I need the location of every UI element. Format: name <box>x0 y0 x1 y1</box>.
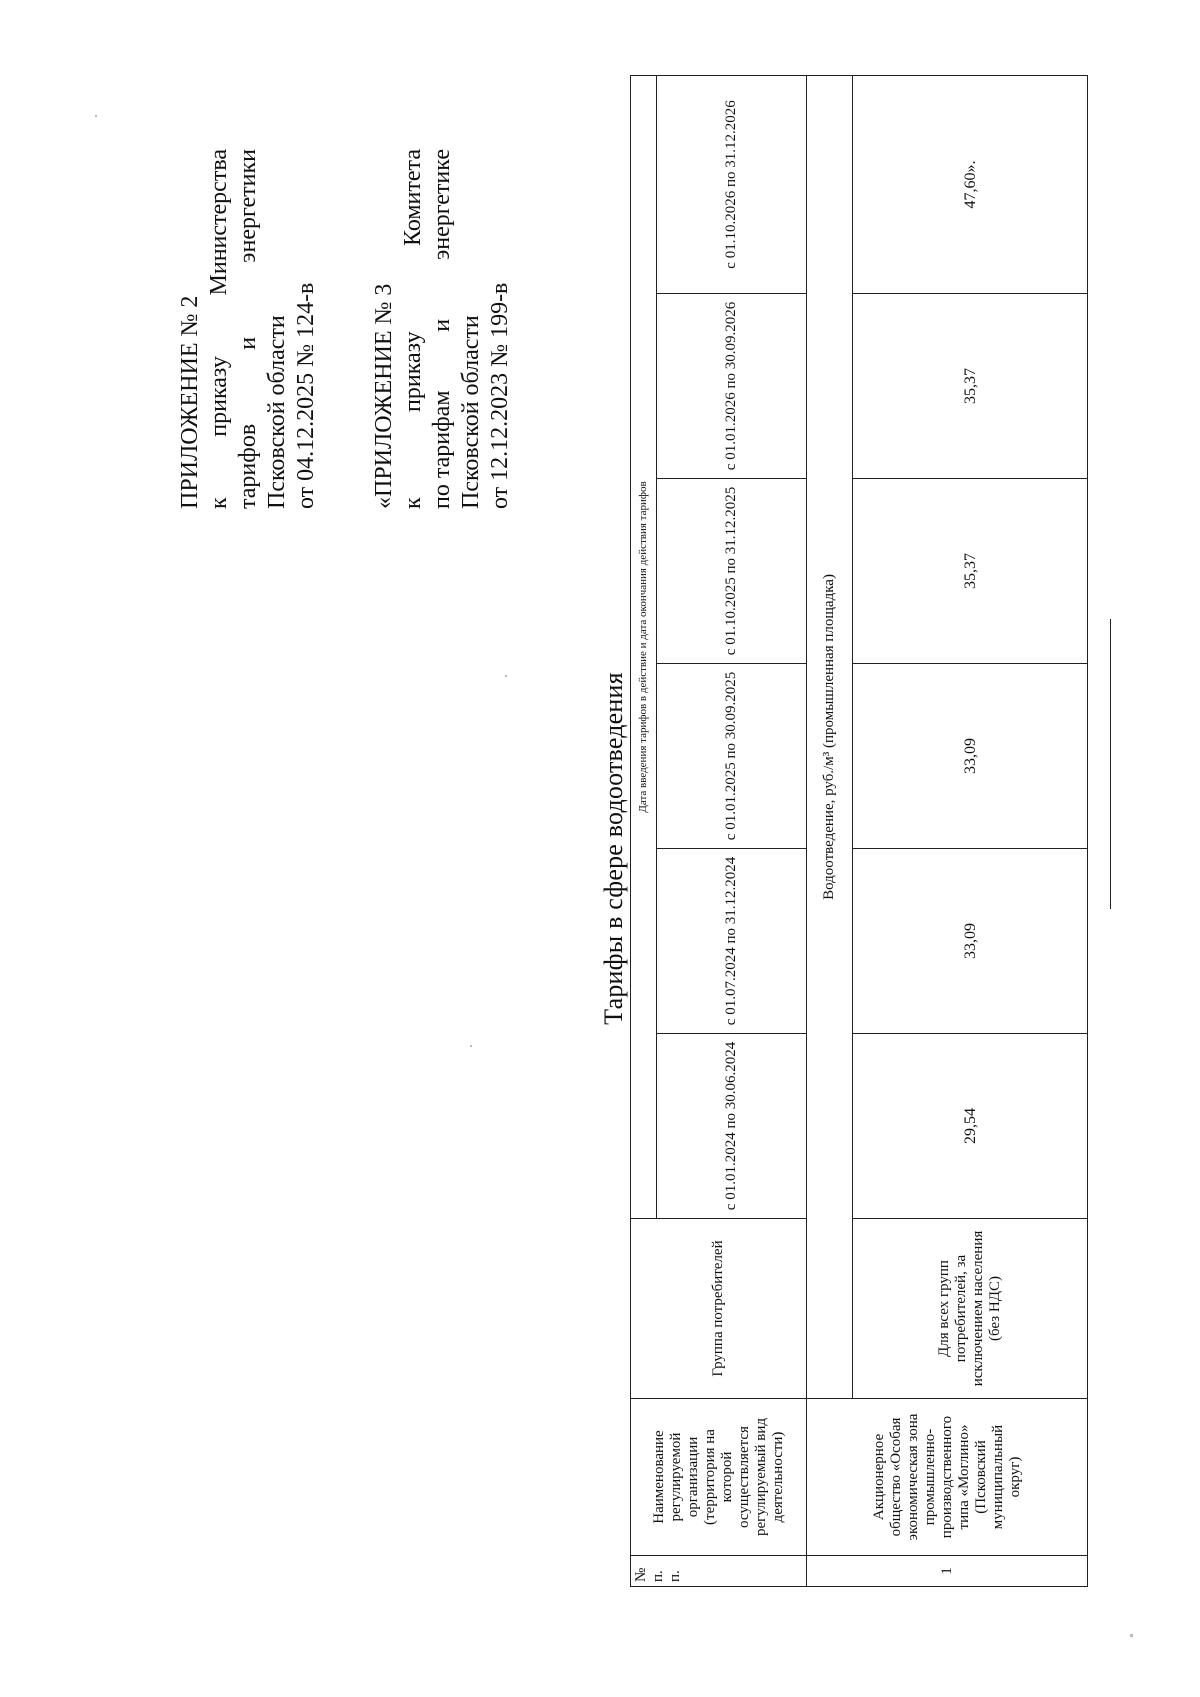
row-num: 1 <box>807 1556 1088 1587</box>
header-period-6: с 01.10.2026 по 31.12.2026 <box>657 75 807 293</box>
header-period-3: с 01.01.2025 по 30.09.2025 <box>657 664 807 849</box>
header-period-2: с 01.07.2024 по 31.12.2024 <box>657 849 807 1034</box>
header-period-5: с 01.01.2026 по 30.09.2026 <box>657 294 807 479</box>
scan-speck <box>470 1045 472 1047</box>
appendix-2-line-2: к приказу Министерства <box>206 149 232 509</box>
service-row <box>807 75 853 1586</box>
appendix-2-block <box>176 149 321 509</box>
appendix-3-line-5: от 12.12.2023 № 199-в <box>487 282 513 509</box>
appendix-2-title: ПРИЛОЖЕНИЕ № 2 <box>177 295 203 509</box>
scan-speck <box>95 115 97 117</box>
value-period-6: 47,60». <box>853 75 1088 293</box>
value-period-4: 35,37 <box>853 479 1088 664</box>
appendix-3-line-4: Псковской области <box>458 315 484 509</box>
row-org: Акционерное общество «Особая экономическая зона промышленно-производственного типа «Моглино» (Псковский муниципальный округ) <box>807 1399 1088 1556</box>
row-group: Для всех групп потребителей, за исключением населения (без НДС) <box>853 1219 1088 1399</box>
document-title: Тарифы в сфере водоотведения <box>599 672 628 1025</box>
appendix-3-block <box>370 149 515 509</box>
appendix-3-line-2: к приказу Комитета <box>400 149 426 509</box>
header-period-4: с 01.10.2025 по 31.12.2025 <box>657 479 807 664</box>
value-period-5: 35,37 <box>853 294 1088 479</box>
appendix-2-line-4: Псковской области <box>264 315 290 509</box>
header-group: Группа потребителей <box>631 1219 807 1399</box>
value-period-3: 33,09 <box>853 664 1088 849</box>
appendix-2-line-3: тарифов и энергетики <box>235 149 261 509</box>
header-dates: Дата введения тарифов в действие и дата окончания действия тарифов <box>631 75 657 1218</box>
appendix-2-line-5: от 04.12.2025 № 124-в <box>293 282 319 509</box>
header-org: Наименование регулируемой организации (территория на которой осуществляется регулируемый вид деятельности) <box>631 1399 807 1556</box>
header-period-1: с 01.01.2024 по 30.06.2024 <box>657 1034 807 1219</box>
appendix-3-line-3: по тарифам и энергетике <box>429 149 455 509</box>
header-num: № п. п. <box>631 1556 807 1587</box>
scan-speck <box>505 675 507 677</box>
tariff-table <box>630 75 1088 1587</box>
appendix-3-title: «ПРИЛОЖЕНИЕ № 3 <box>371 283 397 509</box>
row-service: Водоотведение, руб./м³ (промышленная площадка) <box>807 75 853 1398</box>
closing-rule-line <box>1110 619 1111 909</box>
value-period-1: 29,54 <box>853 1034 1088 1219</box>
value-period-2: 33,09 <box>853 849 1088 1034</box>
values-row <box>853 75 1088 1586</box>
header-row-1 <box>631 75 657 1586</box>
scan-speck <box>1130 1634 1133 1637</box>
